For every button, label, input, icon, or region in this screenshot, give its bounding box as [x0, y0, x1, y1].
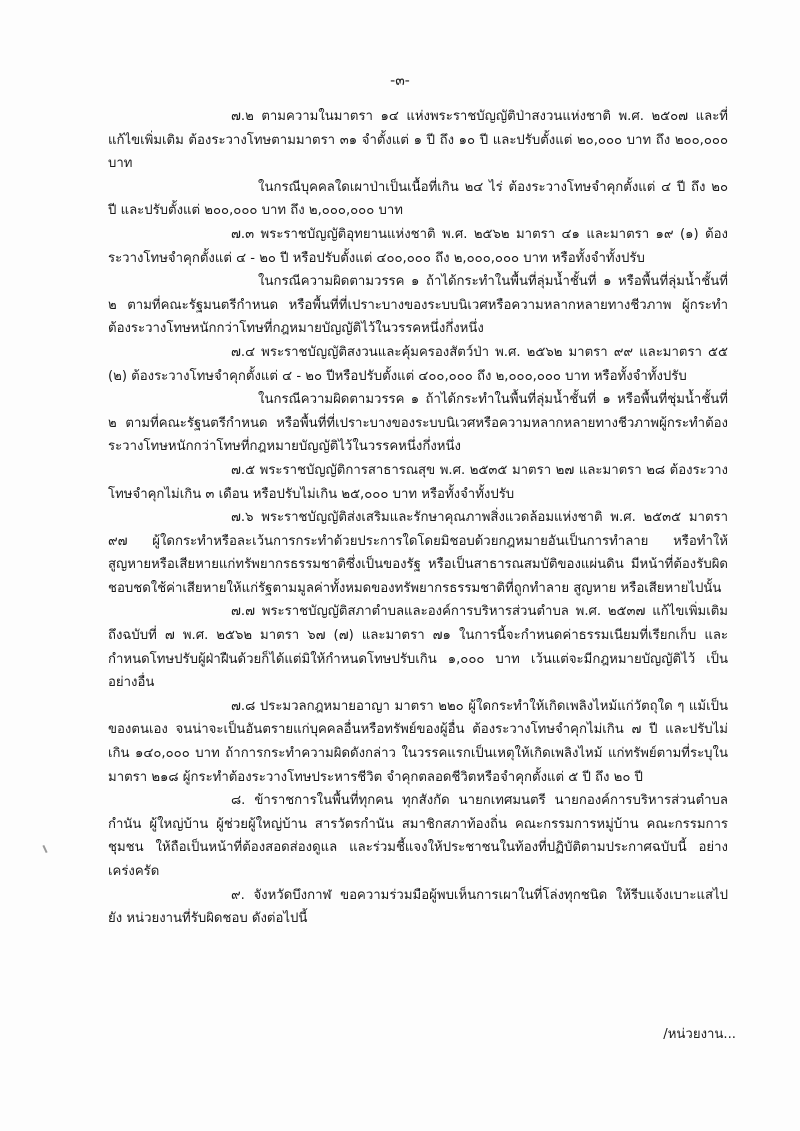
page-number: -๓- — [390, 73, 410, 89]
document-body — [108, 105, 728, 931]
paragraph-7-5: ๗.๕ พระราชบัญญัติการสาธารณสุข พ.ศ. ๒๕๓๕ มาตรา ๒๗ และมาตรา ๒๘ ต้องระวางโทษจำคุกไม่เกิน ๓ เดือน หรือปรับไม่เกิน ๒๕,๐๐๐ บาท หรือทั้งจำทั้งปรับ — [108, 462, 728, 502]
paragraph-7-7: ๗.๗ พระราชบัญญัติสภาตำบลและองค์การบริหารส่วนตำบล พ.ศ. ๒๕๓๗ แก้ไขเพิ่มเติม ถึงฉบับที่ ๗ พ.ศ. ๒๕๖๒ มาตรา ๖๗ (๗) และมาตรา ๗๑ ในการนี้จะกำหนดค่าธรรมเนียมที่เรียกเก็บ และกำหนดโทษปรับผู้ฝ่าฝืนด้วยก็ได้แต่มิให้กำหนดโทษปรับเกิน ๑,๐๐๐ บาท เว้นแต่จะมีกฎหมายบัญญัติไว้ เป็นอย่างอื่น — [108, 604, 728, 691]
paragraph-7-4: ๗.๔ พระราชบัญญัติสงวนและคุ้มครองสัตว์ป่า พ.ศ. ๒๕๖๒ มาตรา ๙๙ และมาตรา ๕๕ (๒) ต้องระวางโทษจำคุกตั้งแต่ ๔ - ๒๐ ปีหรือปรับตั้งแต่ ๔๐๐,๐๐๐ ถึง ๒,๐๐๐,๐๐๐ บาท หรือทั้งจำทั้งปรับ — [108, 344, 728, 384]
paragraph-7-6: ๗.๖ พระราชบัญญัติส่งเสริมและรักษาคุณภาพสิ่งแวดล้อมแห่งชาติ พ.ศ. ๒๕๓๕ มาตรา ๙๗ ผู้ใดกระทำหรือละเว้นการกระทำด้วยประการใดโดยมิชอบด้วยกฎหมายอันเป็นการทำลาย หรือทำให้สูญหายหรือเสียหายแก่ทรัพยากรธรรมชาติซึ่งเป็นของรัฐ หรือเป็นสาธารณสมบัติของแผ่นดิน มีหน้าที่ต้องรับผิดชอบชดใช้ค่าเสียหายให้แก่รัฐตามมูลค่าทั้งหมดของทรัพยากรธรรมชาติที่ถูกทำลาย สูญหาย หรือเสียหายไปนั้น — [108, 510, 728, 596]
paragraph-7-2: ๗.๒ ตามความในมาตรา ๑๔ แห่งพระราชบัญญัติป่าสงวนแห่งชาติ พ.ศ. ๒๕๐๗ และที่แก้ไขเพิ่มเติม ต้องระวางโทษตามมาตรา ๓๑ จำตั้งแต่ ๑ ปี ถึง ๑๐ ปี และปรับตั้งแต่ ๒๐,๐๐๐ บาท ถึง ๒๐๐,๐๐๐ บาท — [108, 109, 728, 172]
paragraph-7-8: ๗.๘ ประมวลกฎหมายอาญา มาตรา ๒๒๐ ผู้ใดกระทำให้เกิดเพลิงไหม้แก่วัตถุใด ๆ แม้เป็นของตนเอง จนน่าจะเป็นอันตรายแก่บุคคลอื่นหรือทรัพย์ของผู้อื่น ต้องระวางโทษจำคุกไม่เกิน ๗ ปี และปรับไม่เกิน ๑๔๐,๐๐๐ บาท ถ้าการกระทำความผิดดังกล่าว ในวรรคแรกเป็นเหตุให้เกิดเพลิงไหม้ แก่ทรัพย์ตามที่ระบุใน มาตรา ๒๑๘ ผู้กระทำต้องระวางโทษประหารชีวิต จำคุกตลอดชีวิตหรือจำคุกตั้งแต่ ๕ ปี ถึง ๒๐ ปี — [108, 698, 728, 785]
paragraph-7-4-sub: ในกรณีความผิดตามวรรค ๑ ถ้าได้กระทำในพื้นที่ลุ่มน้ำชั้นที่ ๑ หรือพื้นที่ชุ่มน้ำชั้นที่ ๒ ตามที่คณะรัฐนตรีกำหนด หรือพื้นที่ที่เปราะบางของระบบนิเวศหรือความหลากหลายทางชีวภาพผู้กระทำต้องระวางโทษหนักกว่าโทษที่กฎหมายบัญญัติไว้ในวรรคหนึ่งกึ่งหนึ่ง — [108, 392, 728, 455]
paragraph-7-2-sub: ในกรณีบุคคลใดเผาป่าเป็นเนื้อที่เกิน ๒๔ ไร่ ต้องระวางโทษจำคุกตั้งแต่ ๔ ปี ถึง ๒๐ ปี และปรับตั้งแต่ ๒๐๐,๐๐๐ บาท ถึง ๒,๐๐๐,๐๐๐ บาท — [108, 179, 728, 219]
paragraph-7-3-sub: ในกรณีความผิดตามวรรค ๑ ถ้าได้กระทำในพื้นที่ลุ่มน้ำชั้นที่ ๑ หรือพื้นที่ลุ่มน้ำชั้นที่ ๒ ตามที่คณะรัฐมนตรีกำหนด หรือพื้นที่ที่เปราะบางของระบบนิเวศหรือความหลากหลายทางชีวภาพ ผู้กระทำต้องระวางโทษหนักกว่าโทษที่กฎหมายบัญญัติไว้ในวรรคหนึ่งกึ่งหนึ่ง — [108, 274, 728, 337]
paragraph-7-3: ๗.๓ พระราชบัญญัติอุทยานแห่งชาติ พ.ศ. ๒๕๖๒ มาตรา ๔๑ และมาตรา ๑๙ (๑) ต้องระวางโทษจำคุกตั้งแต่ ๔ - ๒๐ ปี หรือปรับตั้งแต่ ๔๐๐,๐๐๐ ถึง ๒,๐๐๐,๐๐๐ บาท หรือทั้งจำทั้งปรับ — [108, 226, 728, 266]
next-page-continuation: /หน่วยงาน... — [663, 1027, 736, 1042]
paragraph-9: ๙. จังหวัดบึงกาฬ ขอความร่วมมือผู้พบเห็นการเผาในที่โล่งทุกชนิด ให้รีบแจ้งเบาะแสไปยัง หน่วยงานที่รับผิดชอบ ดังต่อไปนี้ — [108, 887, 728, 927]
scan-mark — [42, 845, 47, 853]
paragraph-8: ๘. ข้าราชการในพื้นที่ทุกคน ทุกสังกัด นายกเทศมนตรี นายกองค์การบริหารส่วนตำบล กำนัน ผู้ใหญ่บ้าน ผู้ช่วยผู้ใหญ่บ้าน สารวัตรกำนัน สมาชิกสภาท้องถิ่น คณะกรรมการหมู่บ้าน คณะกรรมการชุมชน ให้ถือเป็นหน้าที่ต้องสอดส่องดูแล และร่วมชี้แจงให้ประชาชนในท้องที่ปฏิบัติตามประกาศฉบับนี้ อย่างเคร่งครัด — [108, 793, 728, 879]
